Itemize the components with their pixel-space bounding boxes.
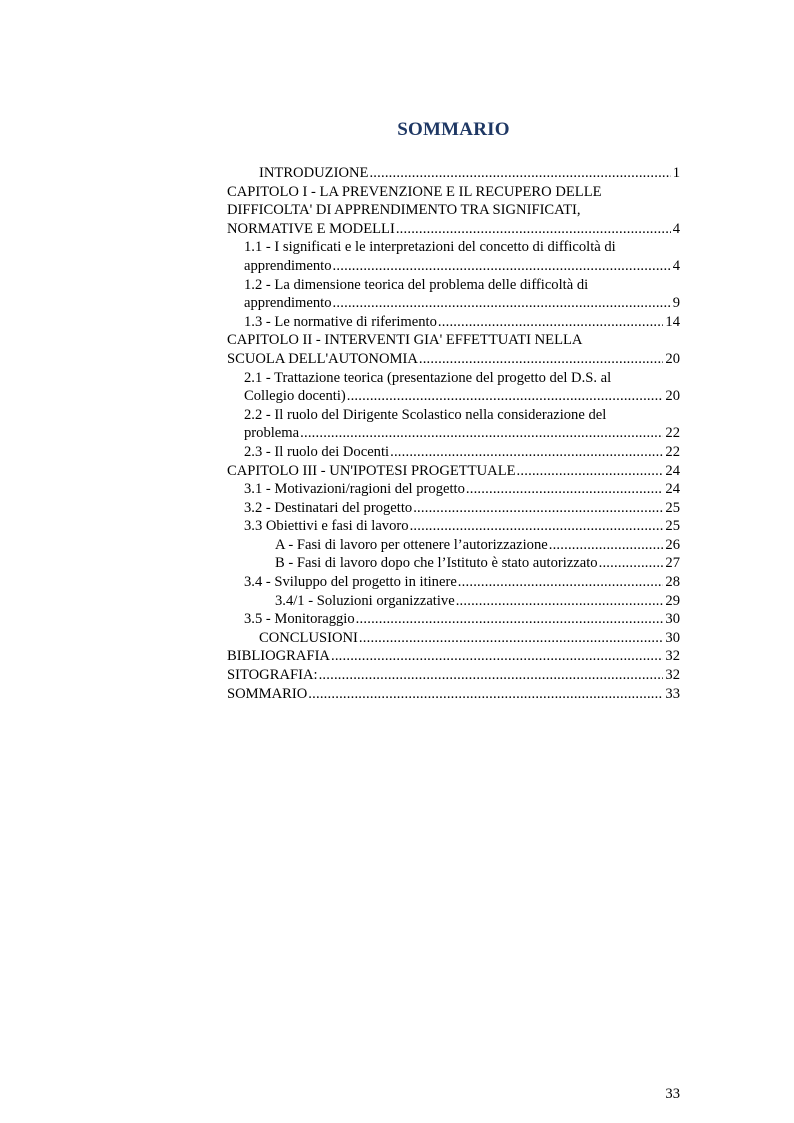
toc-entry-page: 14 (665, 313, 680, 330)
toc-entry-line (227, 462, 680, 481)
dot-leader (369, 164, 670, 183)
dot-leader (396, 220, 671, 239)
dot-leader (458, 573, 664, 592)
toc-entry-text: 3.4 - Sviluppo del progetto in itinere (244, 574, 457, 591)
toc-entry-line (244, 294, 680, 313)
toc-entry-page: 20 (665, 350, 680, 367)
toc-entry-page: 26 (665, 536, 680, 553)
toc-entry[interactable] (227, 499, 680, 518)
toc-entry-text: 2.3 - Il ruolo dei Docenti (244, 443, 390, 460)
toc-entry-line (244, 387, 680, 406)
toc-entry[interactable] (227, 313, 680, 332)
toc-entry-text: INTRODUZIONE (259, 165, 369, 181)
dot-leader (456, 592, 664, 611)
dot-leader (549, 536, 664, 555)
toc-entry[interactable] (227, 592, 680, 611)
toc-entry[interactable] (227, 369, 680, 406)
toc-entry-text-line: 1.2 - La dimensione teorica del problema delle difficoltà di (244, 276, 589, 293)
toc-entry-page: 30 (665, 629, 680, 646)
toc-entry-line (227, 666, 680, 685)
toc-entry[interactable] (227, 666, 680, 685)
toc-entry-line (275, 536, 680, 555)
toc-entry-page: 29 (665, 592, 680, 609)
toc-entry-line (227, 220, 680, 239)
toc-entry-line (227, 350, 680, 369)
dot-leader (356, 610, 664, 629)
toc-entry-text: CAPITOLO III - UN'IPOTESI PROGETTUALE (227, 462, 516, 479)
toc-entry[interactable] (227, 573, 680, 592)
toc-entry-text: 3.4/1 - Soluzioni organizzative (275, 592, 455, 609)
toc-entry-text: A - Fasi di lavoro per ottenere l’autorizzazione (275, 536, 548, 553)
toc-entry[interactable] (227, 685, 680, 704)
toc-entry-page: 25 (665, 499, 680, 516)
table-of-contents (227, 164, 680, 703)
toc-entry-page: 30 (665, 611, 680, 628)
toc-entry-line (244, 443, 680, 462)
toc-entry-line (244, 610, 680, 629)
toc-entry-page: 27 (665, 555, 680, 572)
toc-entry-text: SOMMARIO (227, 685, 308, 702)
toc-entry-line (259, 629, 680, 648)
toc-entry[interactable] (227, 647, 680, 666)
toc-entry-text-line: 2.1 - Trattazione teorica (presentazione del progetto del D.S. al (244, 369, 612, 386)
toc-entry-text-line: 2.2 - Il ruolo del Dirigente Scolastico nella considerazione del (244, 406, 607, 423)
toc-entry-text-line: CAPITOLO II - INTERVENTI GIA' EFFETTUATI NELLA (227, 332, 583, 349)
toc-entry-line (244, 424, 680, 443)
toc-entry-text-line: DIFFICOLTA' DI APPRENDIMENTO TRA SIGNIFICATI, (227, 202, 581, 219)
toc-entry-text: B - Fasi di lavoro dopo che l’Istituto è stato autorizzato (275, 555, 598, 572)
toc-entry[interactable] (227, 276, 680, 313)
toc-entry-text-line: CAPITOLO I - LA PREVENZIONE E IL RECUPERO DELLE (227, 183, 602, 200)
toc-entry[interactable] (227, 164, 680, 183)
toc-entry[interactable] (227, 517, 680, 536)
toc-entry[interactable] (227, 536, 680, 555)
dot-leader (333, 294, 671, 313)
toc-entry-line (227, 685, 680, 704)
toc-entry-text: SCUOLA DELL'AUTONOMIA (227, 350, 418, 367)
toc-entry[interactable] (227, 554, 680, 573)
dot-leader (359, 629, 663, 648)
toc-entry-text: 3.1 - Motivazioni/ragioni del progetto (244, 481, 465, 498)
toc-entry-page: 33 (665, 685, 680, 702)
dot-leader (466, 480, 664, 499)
dot-leader (413, 499, 663, 518)
dot-leader (410, 517, 664, 536)
dot-leader (319, 666, 664, 685)
toc-entry-text-line: 1.1 - I significati e le interpretazioni del concetto di difficoltà di (244, 239, 616, 256)
toc-entry[interactable] (227, 462, 680, 481)
toc-entry-line (227, 647, 680, 666)
page-number: 33 (665, 1086, 680, 1102)
toc-entry-page: 4 (672, 220, 680, 237)
toc-entry-page: 22 (665, 443, 680, 460)
dot-leader (517, 462, 664, 481)
toc-entry-line (275, 554, 680, 573)
toc-entry-text: 1.3 - Le normative di riferimento (244, 313, 437, 330)
toc-entry-line (244, 499, 680, 518)
toc-entry-page: 20 (665, 388, 680, 405)
dot-leader (331, 647, 663, 666)
toc-entry[interactable] (227, 610, 680, 629)
toc-entry[interactable] (227, 443, 680, 462)
toc-entry[interactable] (227, 331, 680, 368)
dot-leader (438, 313, 664, 332)
toc-entry[interactable] (227, 238, 680, 275)
toc-entry-text: apprendimento (244, 257, 332, 274)
toc-entry-text: 3.3 Obiettivi e fasi di lavoro (244, 518, 409, 535)
toc-entry-text: NORMATIVE E MODELLI (227, 220, 395, 237)
toc-entry-line (244, 257, 680, 276)
dot-leader (308, 685, 663, 704)
dot-leader (390, 443, 663, 462)
toc-entry-text: 3.5 - Monitoraggio (244, 611, 355, 628)
toc-entry-line (244, 573, 680, 592)
toc-entry-page: 24 (665, 462, 680, 479)
toc-entry[interactable] (227, 480, 680, 499)
toc-entry-page: 9 (672, 295, 680, 312)
toc-entry-page: 28 (665, 574, 680, 591)
toc-entry[interactable] (227, 183, 680, 239)
toc-entry-text: Collegio docenti) (244, 388, 346, 405)
toc-entry-text: SITOGRAFIA: (227, 667, 318, 684)
toc-entry-text: CONCLUSIONI (259, 629, 358, 646)
dot-leader (419, 350, 664, 369)
toc-entry-line (259, 164, 680, 183)
toc-entry-page: 24 (665, 481, 680, 498)
toc-entry-line (244, 517, 680, 536)
toc-entry-text: problema (244, 425, 300, 442)
toc-entry-page: 32 (665, 667, 680, 684)
toc-entry-page: 22 (665, 425, 680, 442)
toc-entry-line (275, 592, 680, 611)
toc-entry-page: 25 (665, 518, 680, 535)
dot-leader (333, 257, 671, 276)
dot-leader (347, 387, 664, 406)
page-title: SOMMARIO (397, 119, 510, 140)
toc-entry[interactable] (227, 629, 680, 648)
toc-entry-line (244, 480, 680, 499)
dot-leader (599, 554, 664, 573)
toc-entry[interactable] (227, 406, 680, 443)
toc-entry-page: 1 (672, 165, 680, 181)
toc-entry-text: apprendimento (244, 295, 332, 312)
toc-entry-page: 4 (672, 257, 680, 274)
toc-entry-line (244, 313, 680, 332)
toc-entry-text: BIBLIOGRAFIA (227, 648, 330, 665)
toc-entry-text: 3.2 - Destinatari del progetto (244, 499, 413, 516)
dot-leader (300, 424, 663, 443)
toc-entry-page: 32 (665, 648, 680, 665)
